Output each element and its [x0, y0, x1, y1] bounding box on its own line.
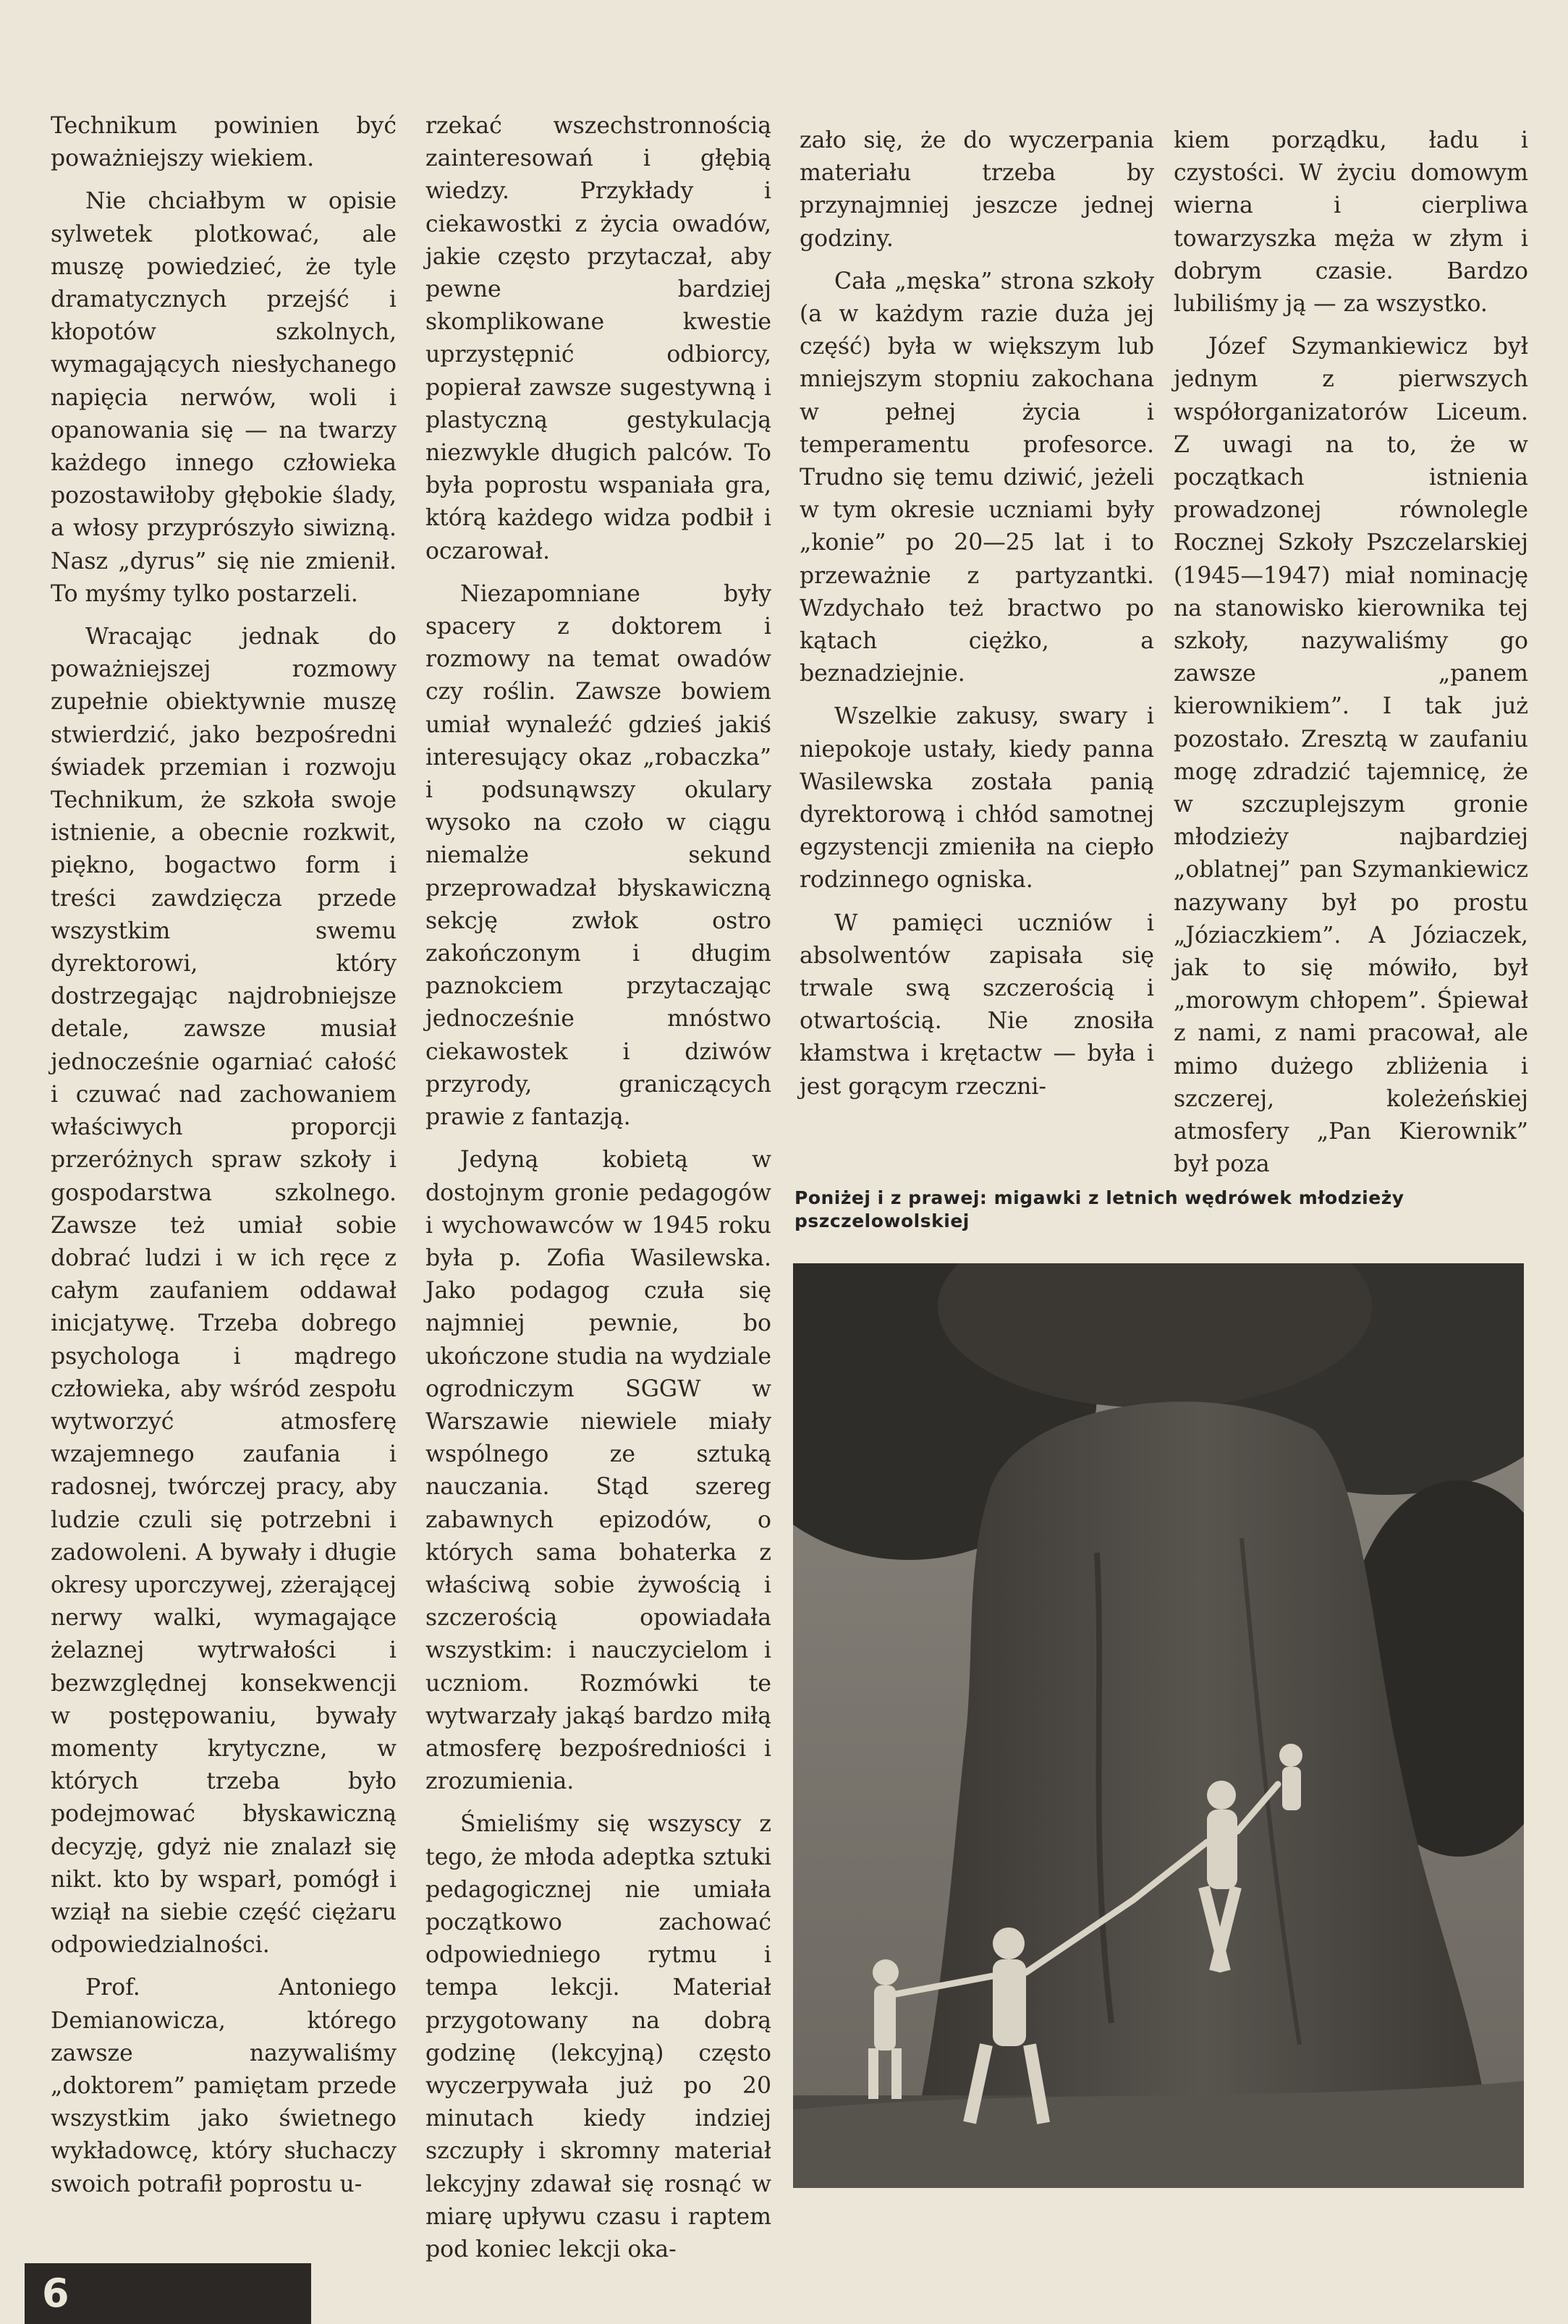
paragraph: Cała „męska” strona szkoły (a w każdym razie duża jej część) była w większym lub mniejszym stopniu zakochana w pełnej życia i temperamentu profesorce. Trudno się temu dziwić, jeżeli w tym okresie uczniami były „konie” po 20—25 lat i to przeważnie z partyzantki. Wzdychało też bractwo po kątach ciężko, a beznadziejnie.	[800, 268, 1154, 687]
page-number: 6	[25, 2263, 311, 2324]
photo-illustration	[793, 1263, 1524, 2188]
text-column-3	[800, 124, 1154, 1103]
paragraph: Józef Szymankiewicz był jednym z pierwszych współorganizatorów Liceum. Z uwagi na to, że w początkach istnienia prowadzonej równolegle Rocznej Szkoły Pszczelarskiej (1945—1947) miał nominację na stanowisko kierownika tej szkoły, nazywaliśmy go zawsze „panem kierownikiem”. I tak już pozostało. Zresztą w zaufaniu mogę zdradzić tajemnicę, że w szczuplejszym gronie młodzieży najbardziej „oblatnej” pan Szymankiewicz nazywany był po prostu „Józiaczkiem”. A Józiaczek, jak to się mówiło, był „morowym chłopem”. Śpiewał z nami, z nami pracował, ale mimo dużego zbliżenia i szczerej, koleżeńskiej atmosfery „Pan Kierownik” był poza	[1174, 334, 1528, 1178]
text-column-2	[425, 110, 771, 2266]
paragraph: rzekać wszechstronnością zainteresowań i głębią wiedzy. Przykłady i ciekawostki z życia owadów, jakie często przytaczał, aby pewne bardziej skomplikowane kwestie uprzystępnić odbiorcy, popierał zawsze sugestywną i plastyczną gestykulacją niezwykle długich palców. To była poprostu wspaniała gra, którą każdego widza podbił i oczarował.	[425, 113, 771, 564]
paragraph: Niezapomniane były spacery z doktorem i rozmowy na temat owadów czy roślin. Zawsze bowiem umiał wynaleźć gdzieś jakiś interesujący okaz „robaczka” i podsunąwszy okulary wysoko na czoło w ciągu niemalże sekund przeprowadzał błyskawiczną sekcję zwłok ostro zakończonym i długim paznokciem przytaczając jednocześnie mnóstwo ciekawostek i dziwów przyrody, graniczących prawie z fantazją.	[425, 580, 771, 1131]
paragraph: Wszelkie zakusy, swary i niepokoje ustały, kiedy panna Wasilewska została panią dyrektorową i chłód samotnej egzystencji zmieniła na ciepło rodzinnego ogniska.	[800, 703, 1154, 894]
paragraph: Wracając jednak do poważniejszej rozmowy zupełnie obiektywnie muszę stwierdzić, jako bezpośredni świadek przemian i rozwoju Technikum, że szkoła swoje istnienie, a obecnie rozkwit, piękno, bogactwo form i treści zawdzięcza przede wszystkim swemu dyrektorowi, który dostrzegając najdrobniejsze detale, zawsze musiał jednocześnie ogarniać całość i czuwać nad zachowaniem właściwych proporcji przeróżnych spraw szkoły i gospodarstwa szkolnego. Zawsze też umiał sobie dobrać ludzi i w ich ręce z całym zaufaniem oddawał inicjatywę. Trzeba dobrego psychologa i mądrego człowieka, aby wśród zespołu wytworzyć atmosferę wzajemnego zaufania i radosnej, twórczej pracy, aby ludzie czuli się potrzebni i zadowoleni. A bywały i długie okresy uporczywej, zżerającej nerwy walki, wymagające żelaznej wytrwałości i bezwzględnej konsekwencji w postępowaniu, bywały momenty krytyczne, w których trzeba było podejmować błyskawiczną decyzję, gdyż nie znalazł się nikt. kto by wsparł, pomógł i wziął na siebie część ciężaru odpowiedzialności.	[51, 624, 397, 1959]
photo-children-around-oak-tree	[793, 1263, 1524, 2188]
text-column-4	[1174, 124, 1528, 1182]
photo-caption: Poniżej i z prawej: migawki z letnich wędrówek młodzieży pszczelowolskiej	[794, 1187, 1404, 1231]
paragraph: Nie chciałbym w opisie sylwetek plotkować, ale muszę powiedzieć, że tyle dramatycznych przejść i kłopotów szkolnych, wymagających niesłychanego napięcia nerwów, woli i opanowania się — na twarzy każdego innego człowieka pozostawiłoby głębokie ślady, a włosy przyprószyło siwizną. Nasz „dyrus” się nie zmienił. To myśmy tylko postarzeli.	[51, 188, 397, 607]
text-column-1	[51, 110, 397, 2201]
paragraph: Śmieliśmy się wszyscy z tego, że młoda adeptka sztuki pedagogicznej nie umiała początkowo zachować odpowiedniego rytmu i tempa lekcji. Materiał przygotowany na dobrą godzinę (lekcyjną) często wyczerpywała już po 20 minutach kiedy indziej szczupły i skromny materiał lekcyjny zdawał się rosnąć w miarę upływu czasu i raptem pod koniec lekcji oka-	[425, 1811, 771, 2262]
paragraph: Jedyną kobietą w dostojnym gronie pedagogów i wychowawców w 1945 roku była p. Zofia Wasilewska. Jako podagog czuła się najmniej pewnie, bo ukończone studia na wydziale ogrodniczym SGGW w Warszawie niewiele miały wspólnego ze sztuką nauczania. Stąd szereg zabawnych epizodów, o których sama bohaterka z właściwą sobie żywością i szczerością opowiadała wszystkim: i nauczycielom i uczniom. Rozmówki te wytwarzały jakąś bardzo miłą atmosferę bezpośredniości i zrozumienia.	[425, 1147, 771, 1795]
paragraph: Technikum powinien być poważniejszy wiekiem.	[51, 113, 397, 172]
paragraph: zało się, że do wyczerpania materiału trzeba by przynajmniej jeszcze jednej godziny.	[800, 127, 1154, 252]
paragraph: W pamięci uczniów i absolwentów zapisała się trwale swą szczerością i otwartością. Nie znosiła kłamstwa i krętactw — była i jest gorącym rzeczni-	[800, 909, 1154, 1100]
paragraph: kiem porządku, ładu i czystości. W życiu domowym wierna i cierpliwa towarzyszka męża w złym i dobrym czasie. Bardzo lubiliśmy ją — za wszystko.	[1174, 127, 1528, 318]
paragraph: Prof. Antoniego Demianowicza, którego zawsze nazywaliśmy „doktorem” pamiętam przede wszystkim jako świetnego wykładowcę, który słuchaczy swoich potrafił poprostu u-	[51, 1975, 397, 2197]
